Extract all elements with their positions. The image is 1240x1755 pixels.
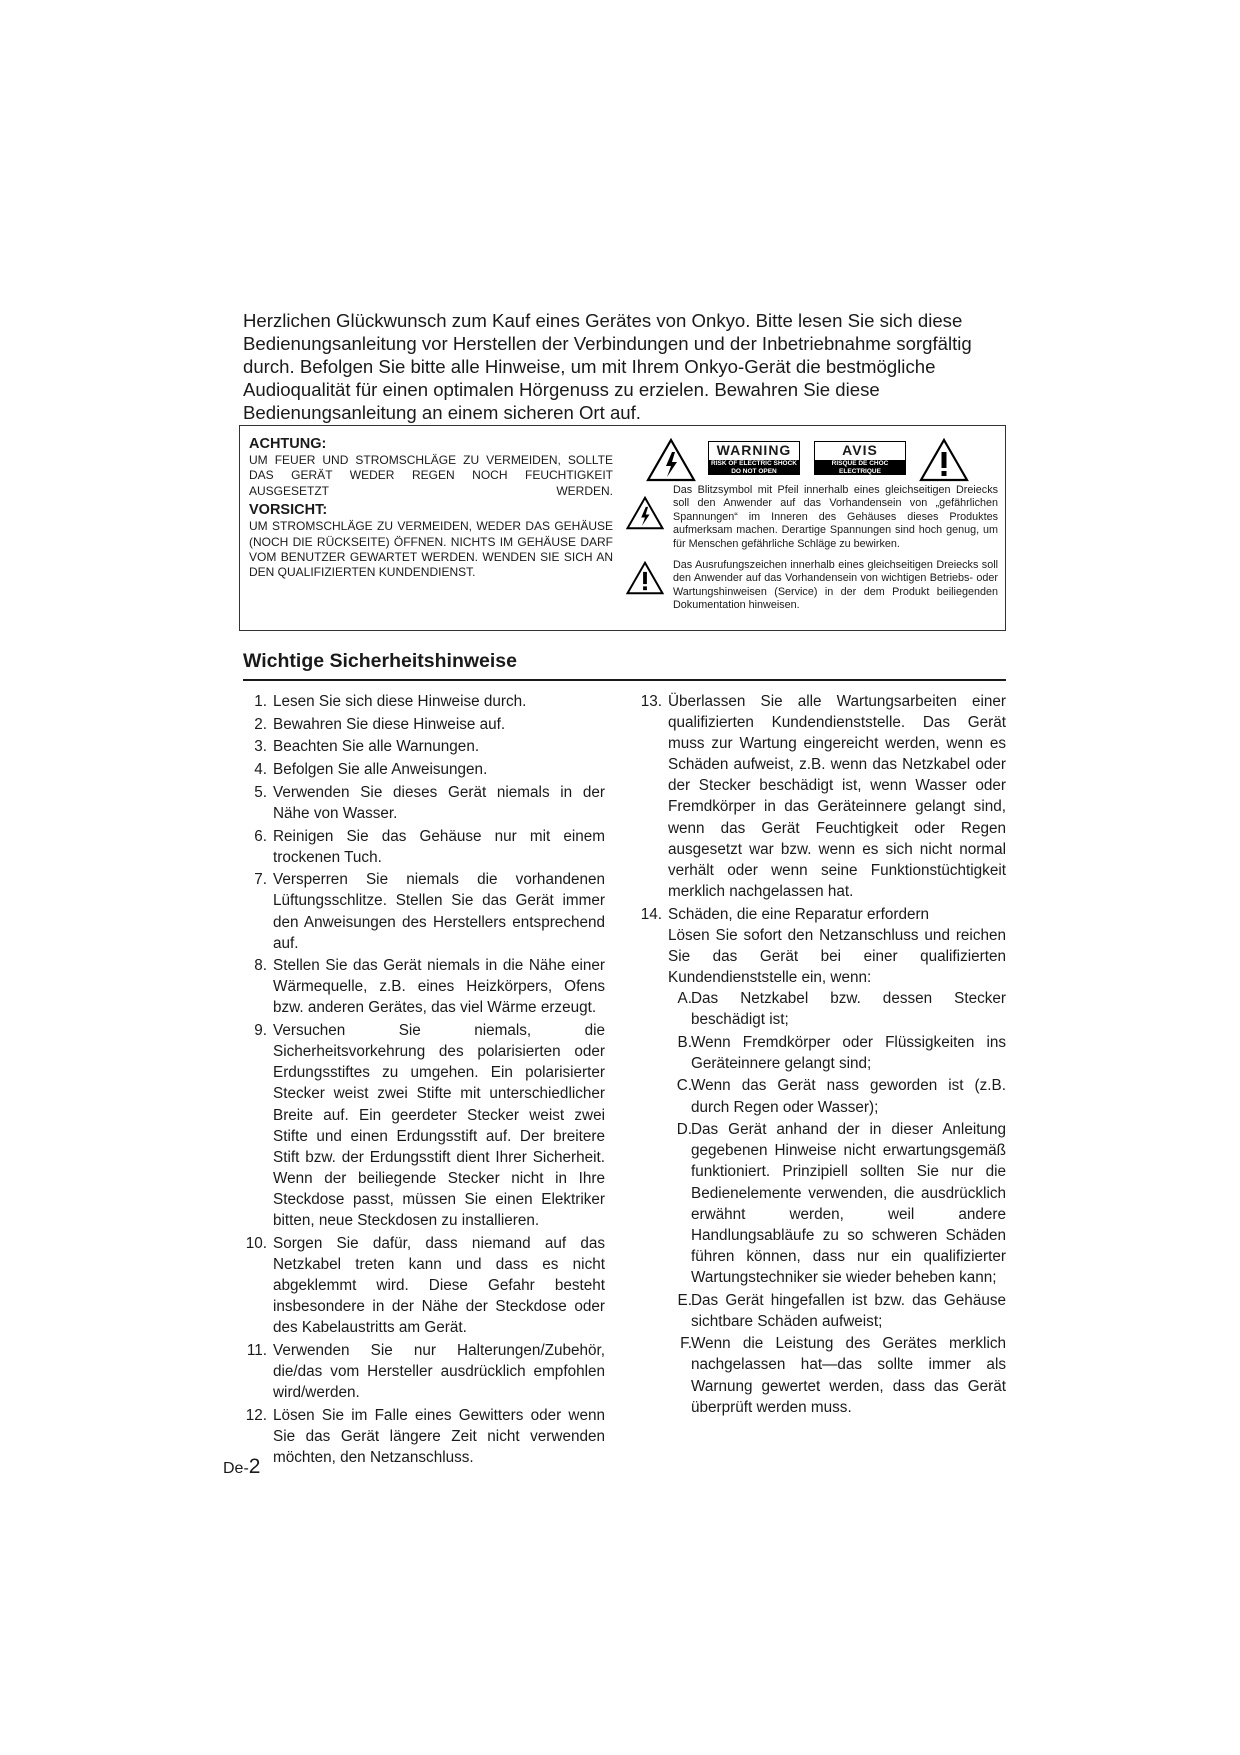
right-column (638, 691, 1006, 1419)
left-column (243, 691, 605, 1470)
list-item (243, 782, 605, 824)
list-item (243, 691, 605, 712)
list-item-number: 10. (245, 1234, 267, 1252)
exclamation-note-text: Das Ausrufungszeichen innerhalb eines gleichseitigen Dreiecks soll den Anwender auf das Vorhandensein von wichtigen Betriebs- oder Wartungshinweisen (Service) in der dem Produkt beiliegenden Dokumentation hinweisen. (673, 559, 998, 612)
list-item-number: 9. (254, 1022, 267, 1040)
lightning-triangle-icon (646, 438, 696, 482)
sub-item (668, 1075, 1006, 1117)
sub-item-letter: E. (677, 1291, 692, 1309)
sub-item (668, 988, 1006, 1030)
list-item-text: Beachten Sie alle Warnungen. (273, 738, 480, 756)
avis-label-line1: RISQUE DE CHOC ELECTRIQUE (831, 460, 889, 475)
avis-label-line2: NE PAS OUVRIR (834, 475, 886, 482)
list-item-number: 12. (245, 1406, 267, 1424)
sub-item-text: Das Gerät anhand der in dieser Anleitung gegebenen Hinweise nicht erwartungsgemäß funktioniert. Prinzipiell sollten Sie nur die Bedienelemente verwenden, die ausdrücklich erwähnt werden, weil andere Handlungsabläufe zu so schweren Schäden führen können, dass nur ein qualifizierter Wartungstechniker sie wieder beheben kann; (691, 1121, 1006, 1286)
list-item-number: 7. (254, 871, 267, 889)
warning-text-column (249, 436, 613, 584)
sub-item-text: Das Gerät hingefallen ist bzw. das Gehäuse sichtbare Schäden aufweist; (691, 1291, 1006, 1330)
sub-item (668, 1119, 1006, 1288)
list-item (243, 1405, 605, 1468)
list-item-title: Schäden, die eine Reparatur erfordern (668, 905, 930, 923)
list-item (243, 1340, 605, 1403)
sub-item-letter: C. (676, 1077, 692, 1095)
page-number-value: 2 (248, 1455, 261, 1478)
list-item-text: Reinigen Sie das Gehäuse nur mit einem trockenen Tuch. (273, 827, 605, 866)
warning-label-title: WARNING (716, 442, 792, 458)
list-item (243, 736, 605, 757)
list-item-14 (638, 904, 1006, 1418)
sub-item (668, 1032, 1006, 1074)
list-item-intro: Lösen Sie sofort den Netzanschluss und reichen Sie das Gerät bei einer qualifizierten Kundendienststelle ein, wenn: (668, 926, 1006, 986)
list-item (243, 955, 605, 1018)
list-item-text: Stellen Sie das Gerät niemals in die Nähe einer Wärmequelle, z.B. eines Heizkörpers, Ofens bzw. anderen Gerätes, das viel Wärme erzeugt. (273, 957, 605, 1017)
sub-item-letter: D. (676, 1121, 692, 1139)
vorsicht-text: UM STROMSCHLÄGE ZU VERMEIDEN, WEDER DAS GEHÄUSE (NOCH DIE RÜCKSEITE) ÖFFNEN. NICHTS IM GEHÄUSE DARF VOM BENUTZER GEWARTET WERDEN. WENDEN SIE SICH AN DEN QUALIFIZIERTEN KUNDENDIENST. (249, 519, 613, 580)
avis-label-band (815, 460, 905, 482)
list-item-text: Verwenden Sie dieses Gerät niemals in der Nähe von Wasser. (273, 783, 605, 822)
sub-item-text: Wenn Fremdkörper oder Flüssigkeiten ins Geräteinnere gelangt sind; (691, 1033, 1006, 1072)
vorsicht-title: VORSICHT: (249, 502, 328, 519)
list-item-number: 8. (254, 957, 267, 975)
lightning-small-icon (626, 496, 664, 530)
list-item-number: 5. (254, 783, 267, 801)
warning-box (239, 425, 1006, 631)
list-item-number: 4. (254, 761, 267, 779)
list-item-number: 6. (254, 827, 267, 845)
sub-item-text: Wenn das Gerät nass geworden ist (z.B. durch Regen oder Wasser); (691, 1077, 1006, 1116)
list-item-number: 13. (640, 693, 662, 710)
list-item-text: Überlassen Sie alle Wartungsarbeiten einer qualifizierten Kundendienststelle. Das Gerät muss zur Wartung eingereicht werden, wenn es Schäden aufweist, z.B. wenn das Netzkabel oder der Stecker beschädigt ist, wenn Wasser oder Fremdkörper in das Geräteinnere gelangt sind, wenn das Gerät Feuchtigkeit oder Regen ausgesetzt war bzw. wenn es sich nicht normal verhält oder wenn seine Funktionstüchtigkeit merklich nachgelassen hat. (668, 693, 1006, 900)
list-item-text: Verwenden Sie nur Halterungen/Zubehör, die/das vom Hersteller ausdrücklich empfohlen wird/werden. (273, 1341, 605, 1401)
list-item (243, 714, 605, 735)
list-item-text: Versuchen Sie niemals, die Sicherheitsvorkehrung des polarisierten oder Erdungsstiftes zu umgehen. Ein polarisierter Stecker weist zwei Stifte mit unterschiedlicher Breite auf. Ein geerdeter Stecker weist zwei Stifte und einen Erdungsstift auf. Der breitere Stift bzw. der Erdungsstift dient Ihrer Sicherheit. Wenn der beiliegende Stecker nicht in Ihre Steckdose passt, müssen Sie einen Elektriker bitten, neue Steckdosen zu installieren. (273, 1022, 605, 1229)
sub-item-letter: F. (680, 1335, 692, 1353)
exclamation-small-icon (626, 561, 664, 595)
list-item-text: Lösen Sie im Falle eines Gewitters oder wenn Sie das Gerät längere Zeit nicht verwenden möchten, den Netzanschluss. (273, 1406, 605, 1466)
warning-label-line2: DO NOT OPEN (731, 467, 777, 475)
avis-label (814, 441, 906, 482)
warning-label-line1: RISK OF ELECTRIC SHOCK (711, 460, 797, 467)
list-item-number: 14. (640, 905, 662, 923)
lightning-note-text: Das Blitzsymbol mit Pfeil innerhalb eines gleichseitigen Dreiecks soll den Anwender auf das Vorhandensein von „gefährlichen Spannungen“ im Inneren des Gehäuses dieses Produktes aufmerksam machen. Derartige Spannungen sind hoch genug, um für Menschen gefährliche Schläge zu bewirken. (673, 484, 998, 550)
warning-label-band (709, 460, 799, 475)
lightning-note (626, 484, 998, 551)
list-item-text: Befolgen Sie alle Anweisungen. (273, 761, 488, 779)
sub-item-text: Das Netzkabel bzw. dessen Stecker beschädigt ist; (691, 989, 1006, 1028)
list-item-text: Bewahren Sie diese Hinweise auf. (273, 715, 506, 733)
list-item-text: Lesen Sie sich diese Hinweise durch. (273, 693, 527, 710)
page-number-prefix: De- (223, 1460, 249, 1477)
exclamation-triangle-icon (919, 438, 969, 482)
section-heading: Wichtige Sicherheitshinweise (243, 650, 1006, 681)
page-number (223, 1455, 260, 1479)
sub-item-text: Wenn die Leistung des Gerätes merklich nachgelassen hat—das sollte immer als Warnung gewertet werden, dass das Gerät überprüft werden muss. (691, 1335, 1006, 1416)
sub-list (668, 988, 1006, 1418)
list-item-number: 1. (254, 693, 267, 710)
avis-label-title: AVIS (842, 442, 878, 458)
list-item-text: Versperren Sie niemals die vorhandenen Lüftungsschlitze. Stellen Sie das Gerät immer den Anweisungen des Herstellers entsprechend auf. (273, 871, 605, 952)
achtung-title: ACHTUNG: (249, 436, 327, 452)
list-item (243, 869, 605, 953)
list-item (243, 1233, 605, 1338)
exclamation-note (626, 559, 998, 613)
symbol-column (626, 438, 998, 613)
achtung-text: UM FEUER UND STROMSCHLÄGE ZU VERMEIDEN, SOLLTE DAS GERÄT WEDER REGEN NOCH FEUCHTIGKEIT AUSGESETZT WERDEN. (249, 453, 613, 498)
sub-item-letter: A. (677, 989, 692, 1007)
warning-label (708, 441, 800, 475)
list-item-text: Sorgen Sie dafür, dass niemand auf das Netzkabel treten kann und dass es nicht abgeklemmt wird. Diese Gefahr besteht insbesondere in der Nähe der Steckdose oder des Kabelaustritts am Gerät. (273, 1234, 605, 1337)
list-item (243, 826, 605, 868)
sub-item-letter: B. (677, 1033, 692, 1051)
sub-item (668, 1333, 1006, 1417)
list-item (243, 1020, 605, 1231)
list-item-number: 2. (254, 715, 267, 733)
warning-labels-row (626, 438, 998, 486)
list-item-number: 3. (254, 738, 267, 756)
list-item (243, 759, 605, 780)
list-item-number: 11. (246, 1341, 267, 1359)
intro-paragraph: Herzlichen Glückwunsch zum Kauf eines Gerätes von Onkyo. Bitte lesen Sie sich diese Bedienungsanleitung vor Herstellen der Verbindungen und der Inbetriebnahme sorgfältig durch. Befolgen Sie bitte alle Hinweise, um mit Ihrem Onkyo-Gerät die bestmögliche Audioqualität für einen optimalen Hörgenuss zu erzielen. Bewahren Sie diese Bedienungsanleitung an einem sicheren Ort auf. (243, 310, 972, 423)
list-item (638, 691, 1006, 902)
sub-item (668, 1290, 1006, 1332)
